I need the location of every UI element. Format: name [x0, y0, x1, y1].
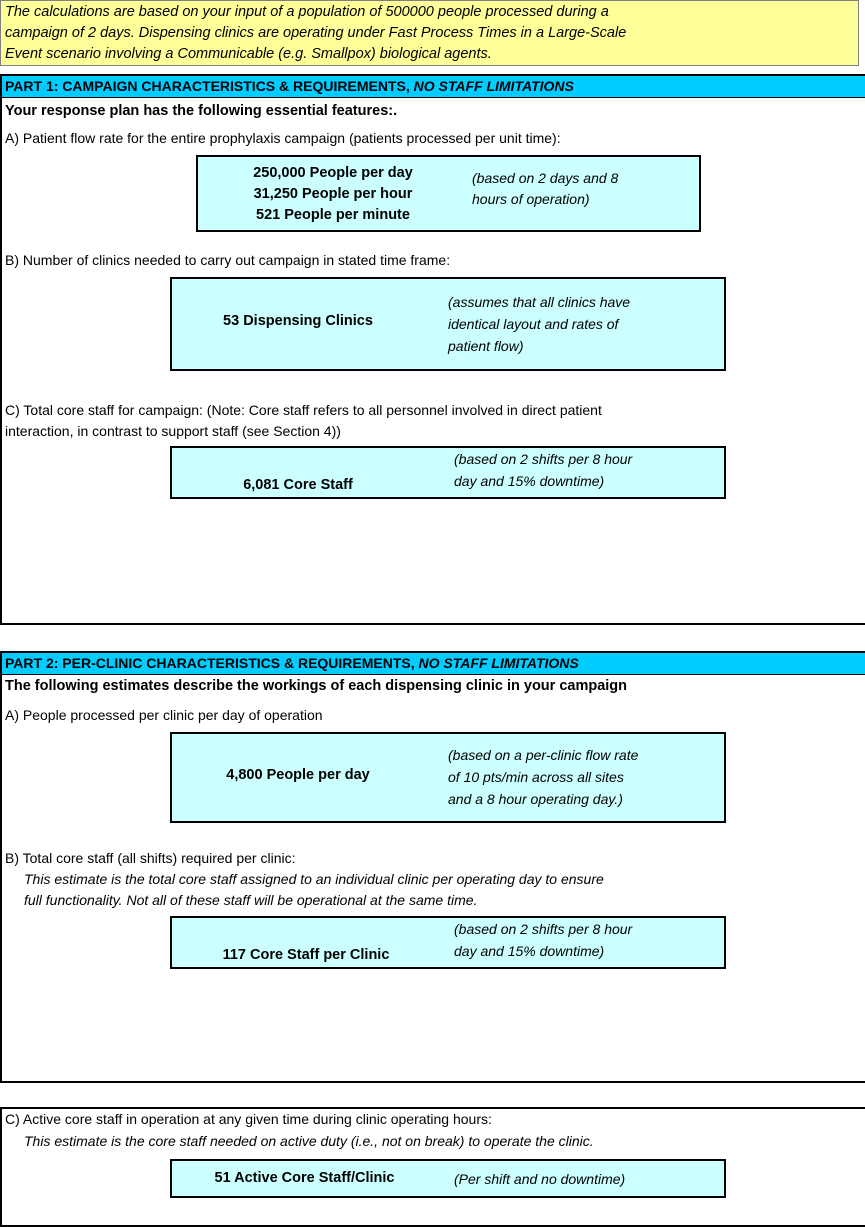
- part2-a-label: A) People processed per clinic per day of operation: [5, 707, 323, 723]
- clinics-caption-line: (assumes that all clinics have: [448, 294, 631, 310]
- people-per-clinic-day: 4,800 People per day: [226, 767, 370, 783]
- active-staff-note: This estimate is the core staff needed on active duty (i.e., not on break) to operate the clinic.: [24, 1133, 594, 1149]
- part2-b-note-cont: full functionality. Not all of these staff will be operational at the same time.: [24, 892, 478, 908]
- clinics-box: [170, 277, 726, 371]
- part1-header: [2, 76, 865, 98]
- core-staff-per-clinic-box: [170, 916, 726, 969]
- intro-summary: [0, 0, 859, 66]
- part2-b-label: B) Total core staff (all shifts) required per clinic:: [5, 850, 296, 866]
- patient-flow-box: [196, 155, 701, 232]
- part1-header-limit: NO STAFF LIMITATIONS: [413, 78, 574, 94]
- part2-subhead: The following estimates describe the workings of each dispensing clinic in your campaign: [5, 678, 628, 694]
- part2-b-note: This estimate is the total core staff assigned to an individual clinic per operating day to ensure: [24, 871, 604, 887]
- part2-header-title: PART 2: PER-CLINIC CHARACTERISTICS & REQUIREMENTS,: [5, 655, 415, 671]
- part2-header: [2, 653, 865, 675]
- people-caption-line: of 10 pts/min across all sites: [448, 769, 624, 785]
- people-caption-line: and a 8 hour operating day.): [448, 791, 623, 807]
- active-core-staff: 51 Active Core Staff/Clinic: [214, 1170, 395, 1186]
- core-staff-caption-line: day and 15% downtime): [454, 473, 605, 489]
- flow-per-minute: 521 People per minute: [256, 207, 410, 223]
- core-staff-caption-line: (based on 2 shifts per 8 hour: [454, 451, 633, 467]
- intro-line: The calculations are based on your input of a population of 500000 people processed during a: [5, 4, 609, 20]
- part1-b-label: B) Number of clinics needed to carry out campaign in stated time frame:: [5, 252, 451, 268]
- clinics-caption-line: patient flow): [448, 338, 524, 354]
- intro-line: Event scenario involving a Communicable (e.g. Smallpox) biological agents.: [5, 46, 492, 62]
- core-staff-per-clinic: 117 Core Staff per Clinic: [222, 947, 390, 963]
- active-staff-box: [170, 1159, 726, 1198]
- people-per-day-box: [170, 732, 726, 823]
- active-staff-caption: (Per shift and no downtime): [454, 1171, 626, 1187]
- flow-per-day: 250,000 People per day: [253, 165, 413, 181]
- per-clinic-caption-line: day and 15% downtime): [454, 943, 605, 959]
- active-staff-section: [0, 1107, 865, 1227]
- intro-line: campaign of 2 days. Dispensing clinics are operating under Fast Process Times in a Large-Scale: [5, 25, 627, 41]
- part2-section: [0, 651, 865, 1083]
- clinics-count: 53 Dispensing Clinics: [223, 313, 373, 329]
- clinics-caption-line: identical layout and rates of: [448, 316, 619, 332]
- part1-header-title: PART 1: CAMPAIGN CHARACTERISTICS & REQUIREMENTS,: [5, 78, 410, 94]
- part1-section: [0, 74, 865, 625]
- active-staff-label: C) Active core staff in operation at any given time during clinic operating hours:: [5, 1111, 492, 1127]
- flow-per-hour: 31,250 People per hour: [253, 186, 413, 202]
- part1-a-label: A) Patient flow rate for the entire prophylaxis campaign (patients processed per unit time):: [5, 130, 561, 146]
- people-caption-line: (based on a per-clinic flow rate: [448, 747, 639, 763]
- part2-header-limit: NO STAFF LIMITATIONS: [418, 655, 579, 671]
- part1-c-label-cont: interaction, in contrast to support staff (see Section 4)): [5, 423, 341, 439]
- core-staff-total: 6,081 Core Staff: [243, 477, 353, 493]
- part1-c-label: C) Total core staff for campaign: (Note: Core staff refers to all personnel involved in direct patient: [5, 402, 602, 418]
- per-clinic-caption-line: (based on 2 shifts per 8 hour: [454, 921, 633, 937]
- core-staff-box: [170, 446, 726, 499]
- flow-caption-line: hours of operation): [472, 191, 590, 207]
- part1-subhead: Your response plan has the following essential features:.: [5, 103, 398, 119]
- flow-caption-line: (based on 2 days and 8: [472, 170, 619, 186]
